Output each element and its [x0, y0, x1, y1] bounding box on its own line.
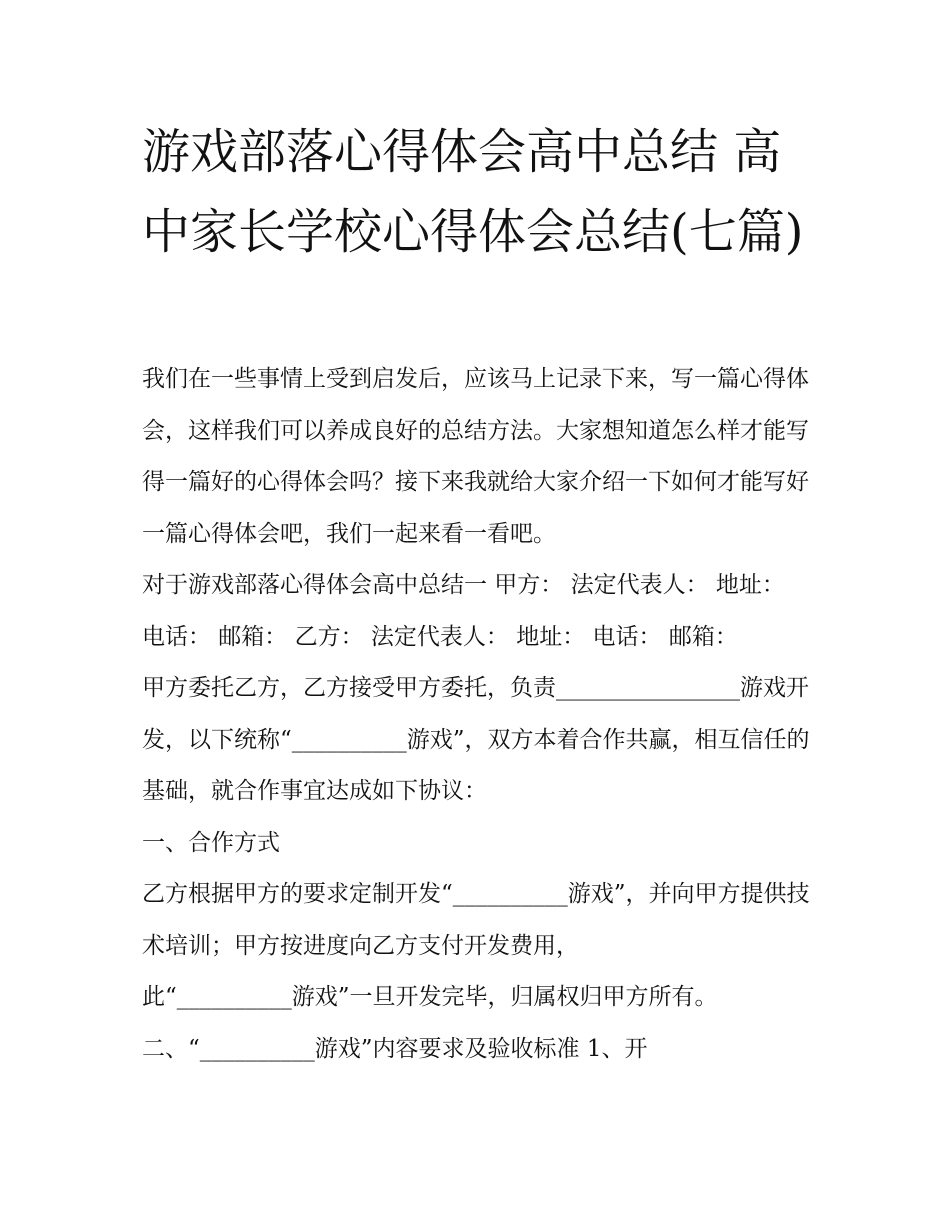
entrustment-paragraph: 甲方委托乙方，乙方接受甲方委托，负责________________游戏开发，以下统称“__________游戏”，双方本着合作共赢，相互信任的基础，就合作事宜达成如下协议： — [142, 675, 810, 804]
ownership-paragraph: 此“__________游戏”一旦开发完毕，归属权归甲方所有。 — [142, 984, 718, 1010]
document-title: 游戏部落心得体会高中总结 高中家长学校心得体会总结(七篇) — [142, 124, 804, 260]
parties-paragraph: 对于游戏部落心得体会高中总结一 甲方： 法定代表人： 地址： 电话： 邮箱： 乙方： 法定代表人： 地址： 电话： 邮箱： — [142, 572, 785, 650]
cooperation-paragraph: 乙方根据甲方的要求定制开发“__________游戏”，并向甲方提供技术培训；甲方按进度向乙方支付开发费用， — [142, 881, 810, 959]
intro-paragraph: 我们在一些事情上受到启发后，应该马上记录下来，写一篇心得体会，这样我们可以养成良好的总结方法。大家想知道怎么样才能写得一篇好的心得体会吗？接下来我就给大家介绍一下如何才能写好一篇心得体会吧，我们一起来看一看吧。 — [142, 366, 809, 547]
section-heading-requirements: 二、“__________游戏”内容要求及验收标准 1、开 — [142, 1035, 648, 1062]
document-body — [142, 354, 814, 1075]
section-heading-cooperation: 一、合作方式 — [142, 829, 280, 856]
